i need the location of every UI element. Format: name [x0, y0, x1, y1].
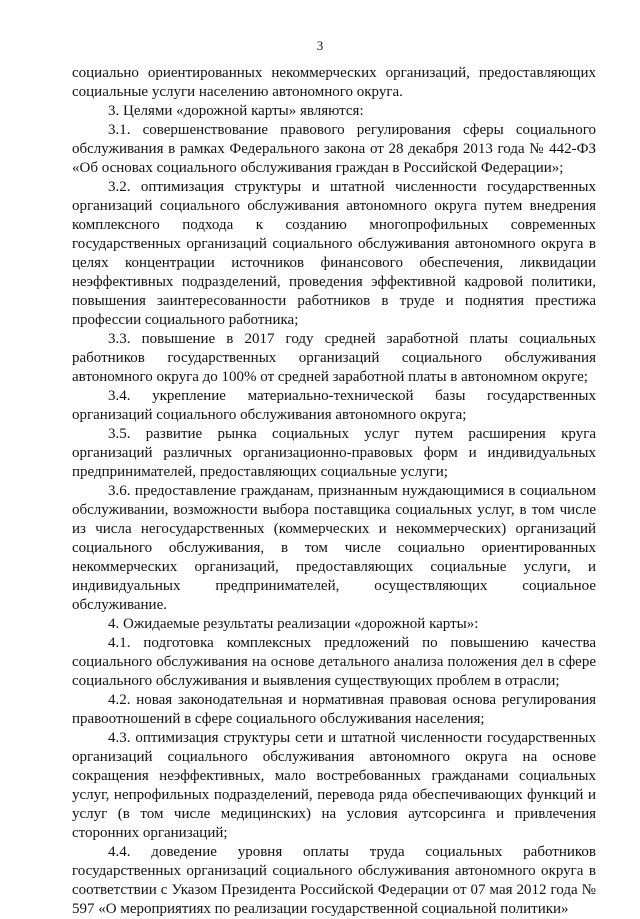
item-3-3: 3.3. повышение в 2017 году средней заработной платы социальных работников государственных организаций социального обслуживания автономного округа до 100% от средней заработной платы в автономном округе;	[72, 331, 596, 385]
item-3-6: 3.6. предоставление гражданам, признанным нуждающимися в социальном обслуживании, возможности выбора поставщика социальных услуг, в том числе из числа негосударственных (коммерческих и некоммерческих) организаций социального обслуживания, в том числе социально ориентированных некоммерческих организаций, предоставляющих социальные услуги, и индивидуальных предпринимателей, осуществляющих социальное обслуживание.	[72, 483, 596, 613]
item-4-4: 4.4. доведение уровня оплаты труда социальных работников государственных организаций социального обслуживания автономного округа в соответствии с Указом Президента Российской Федерации от 07 мая 2012 года № 597 «О мероприятиях по реализации государственной социальной политики»	[72, 844, 596, 917]
item-3-4: 3.4. укрепление материально-технической базы государственных организаций социального обслуживания автономного округа;	[72, 388, 596, 423]
item-3-1: 3.1. совершенствование правового регулирования сферы социального обслуживания в рамках Федерального закона от 28 декабря 2013 года № 442-ФЗ «Об основах социального обслуживания граждан в Российской Федерации»;	[72, 122, 596, 176]
item-3-5: 3.5. развитие рынка социальных услуг путем расширения круга организаций различных организационно-правовых форм и индивидуальных предпринимателей, предоставляющих социальные услуги;	[72, 426, 596, 480]
section-4-heading: 4. Ожидаемые результаты реализации «дорожной карты»:	[108, 616, 479, 632]
item-3-2: 3.2. оптимизация структуры и штатной численности государственных организаций социального обслуживания автономного округа путем внедрения комплексного подхода к созданию многопрофильных современных государственных организаций социального обслуживания автономного округа в целях концентрации источников финансового обеспечения, ликвидации неэффективных подразделений, проведения эффективной кадровой политики, повышения заинтересованности работников в труде и поднятия престижа профессии социального работника;	[72, 179, 596, 328]
document-body	[72, 64, 596, 919]
section-3-heading: 3. Целями «дорожной карты» являются:	[108, 103, 364, 119]
item-4-3: 4.3. оптимизация структуры сети и штатной численности государственных организаций социального обслуживания автономного округа на основе сокращения неэффективных, мало востребованных гражданами социальных услуг, непрофильных подразделений, перевода ряда обеспечивающих функций и услуг (в том числе медицинских) на условия аутсорсинга и привлечения сторонних организаций;	[72, 730, 596, 841]
page-number: 3	[316, 38, 324, 53]
paragraph-continuation: социально ориентированных некоммерческих организаций, предоставляющих социальные услуги населению автономного округа.	[72, 65, 596, 100]
item-4-1: 4.1. подготовка комплексных предложений по повышению качества социального обслуживания на основе детального анализа положения дел в сфере социального обслуживания и выявления существующих проблем в отрасли;	[72, 635, 596, 689]
item-4-2: 4.2. новая законодательная и нормативная правовая основа регулирования правоотношений в сфере социального обслуживания населения;	[72, 692, 596, 727]
